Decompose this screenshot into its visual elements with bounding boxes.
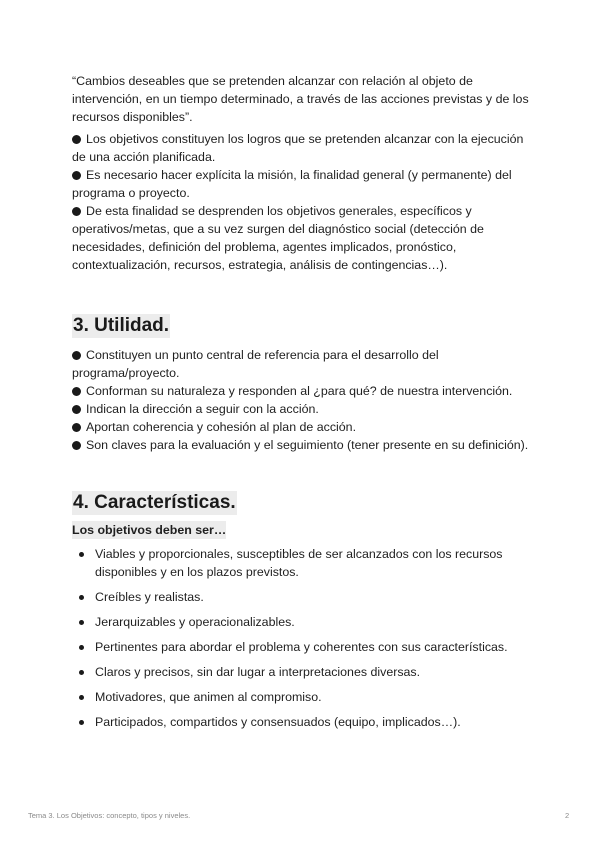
bullet-dot-icon bbox=[72, 207, 81, 216]
bullet-dot-icon bbox=[72, 351, 81, 360]
list-item: Pertinentes para abordar el problema y coherentes con sus características. bbox=[72, 638, 532, 656]
section-heading-caracteristicas: 4. Características. bbox=[73, 492, 236, 513]
utilidad-bullet: Son claves para la evaluación y el seguimiento (tener presente en su definición). bbox=[72, 436, 532, 454]
list-item: Participados, compartidos y consensuados (equipo, implicados…). bbox=[72, 713, 532, 731]
bullet-disc-icon bbox=[79, 645, 84, 650]
intro-bullet: De esta finalidad se desprenden los objetivos generales, específicos y operativos/metas, que a su vez surgen del diagnóstico social (detección de necesidades, definición del problema, agentes implicados, pronóstico, contextualización, recursos, estrategia, análisis de contingencias…). bbox=[72, 204, 484, 272]
bullet-disc-icon bbox=[79, 670, 84, 675]
footer-title: Tema 3. Los Objetivos: concepto, tipos y niveles. bbox=[28, 811, 191, 820]
caracteristicas-list bbox=[72, 545, 532, 731]
bullet-disc-icon bbox=[79, 695, 84, 700]
page-number: 2 bbox=[565, 811, 570, 820]
list-item: Viables y proporcionales, susceptibles de ser alcanzados con los recursos disponibles y en los plazos previstos. bbox=[72, 545, 532, 581]
utilidad-bullet: Constituyen un punto central de referencia para el desarrollo del programa/proyecto. bbox=[72, 348, 439, 380]
document-body bbox=[72, 72, 532, 731]
utilidad-bullet: Conforman su naturaleza y responden al ¿para qué? de nuestra intervención. bbox=[72, 382, 532, 400]
bullet-disc-icon bbox=[79, 720, 84, 725]
list-item: Motivadores, que animen al compromiso. bbox=[72, 688, 532, 706]
list-item: Claros y precisos, sin dar lugar a interpretaciones diversas. bbox=[72, 663, 532, 681]
bullet-disc-icon bbox=[79, 552, 84, 557]
bullet-dot-icon bbox=[72, 423, 81, 432]
bullet-dot-icon bbox=[72, 405, 81, 414]
bullet-dot-icon bbox=[72, 441, 81, 450]
bullet-dot-icon bbox=[72, 135, 81, 144]
bullet-disc-icon bbox=[79, 595, 84, 600]
section-heading-utilidad: 3. Utilidad. bbox=[73, 315, 170, 336]
intro-bullet: Es necesario hacer explícita la misión, la finalidad general (y permanente) del programa o proyecto. bbox=[72, 168, 512, 200]
bullet-dot-icon bbox=[72, 387, 81, 396]
bullet-dot-icon bbox=[72, 171, 81, 180]
utilidad-bullet: Indican la dirección a seguir con la acción. bbox=[72, 400, 532, 418]
list-item: Jerarquizables y operacionalizables. bbox=[72, 613, 532, 631]
caracteristicas-label: Los objetivos deben ser… bbox=[72, 523, 227, 537]
utilidad-bullet: Aportan coherencia y cohesión al plan de acción. bbox=[72, 418, 532, 436]
intro-quote: “Cambios deseables que se pretenden alcanzar con relación al objeto de intervención, en un tiempo determinado, a través de las acciones previstas y de los recursos disponibles”. bbox=[72, 74, 529, 124]
intro-bullet: Los objetivos constituyen los logros que se pretenden alcanzar con la ejecución de una acción planificada. bbox=[72, 132, 524, 164]
bullet-disc-icon bbox=[79, 620, 84, 625]
list-item: Creíbles y realistas. bbox=[72, 588, 532, 606]
